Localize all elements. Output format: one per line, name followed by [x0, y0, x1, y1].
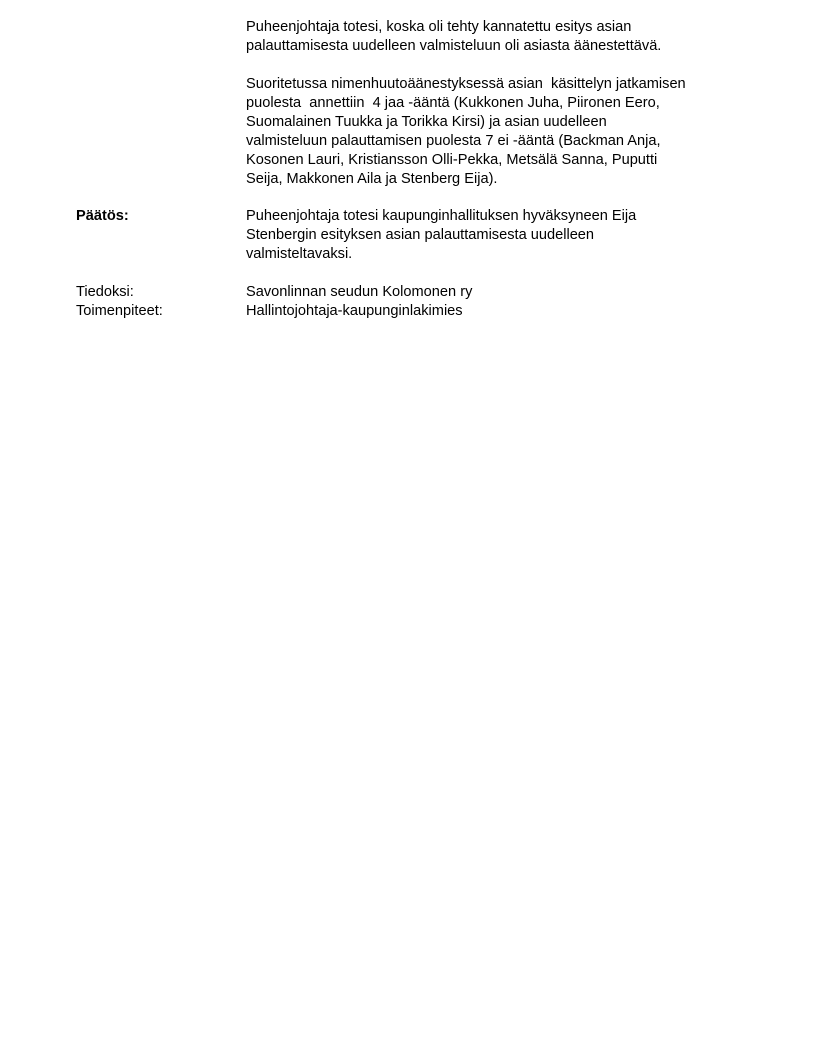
vote-line: valmisteluun palauttamisen puolesta 7 ei -ääntä (Backman Anja, [246, 133, 661, 149]
intro-line: palauttamisesta uudelleen valmisteluun oli asiasta äänestettävä. [246, 38, 662, 54]
actions-label: Toimenpiteet: [76, 303, 163, 319]
notice-value: Savonlinnan seudun Kolomonen ry [246, 284, 473, 300]
decision-label: Päätös: [76, 208, 129, 224]
vote-line: Suomalainen Tuukka ja Torikka Kirsi) ja asian uudelleen [246, 114, 607, 130]
actions-value: Hallintojohtaja-kaupunginlakimies [246, 303, 463, 319]
vote-line: Kosonen Lauri, Kristiansson Olli-Pekka, Metsälä Sanna, Puputti [246, 152, 658, 168]
decision-line: Puheenjohtaja totesi kaupunginhallituksen hyväksyneen Eija [246, 208, 637, 224]
vote-line: puolesta annettiin 4 jaa -ääntä (Kukkonen Juha, Piironen Eero, [246, 95, 660, 111]
decision-line: Stenbergin esityksen asian palauttamisesta uudelleen [246, 227, 595, 243]
intro-line: Puheenjohtaja totesi, koska oli tehty kannatettu esitys asian [246, 19, 632, 35]
decision-line: valmisteltavaksi. [246, 246, 353, 262]
vote-line: Suoritetussa nimenhuutoäänestyksessä asian käsittelyn jatkamisen [246, 76, 686, 92]
notice-label: Tiedoksi: [76, 284, 134, 300]
vote-line: Seija, Makkonen Aila ja Stenberg Eija). [246, 171, 498, 187]
